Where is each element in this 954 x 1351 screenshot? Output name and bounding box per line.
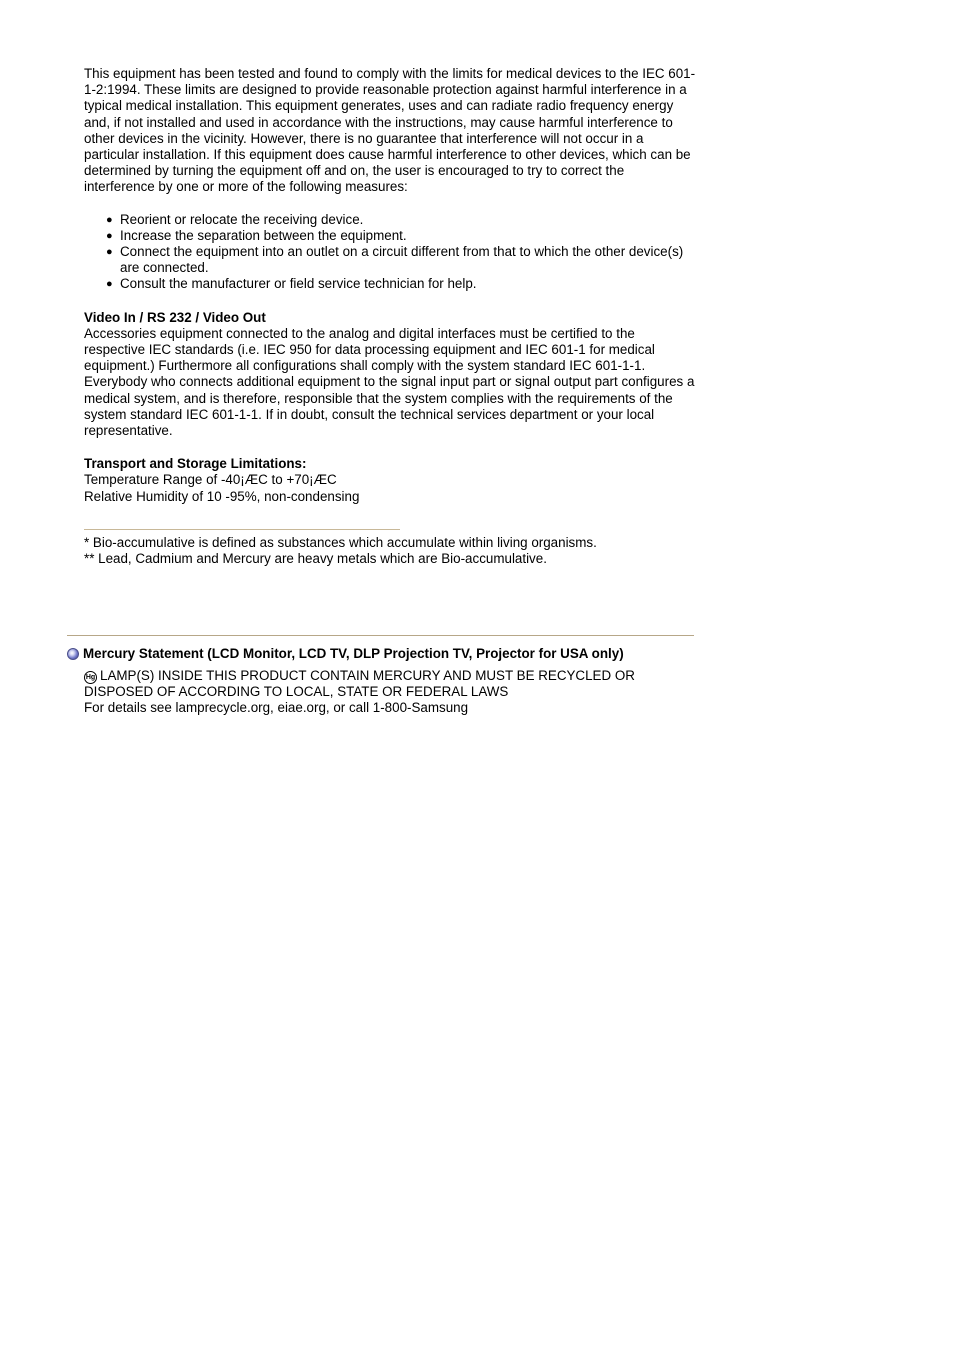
footnotes xyxy=(84,535,696,567)
mercury-warning-text: LAMP(S) INSIDE THIS PRODUCT CONTAIN MERCURY AND MUST BE RECYCLED OR DISPOSED OF ACCORDING TO LOCAL, STATE OR FEDERAL LAWS xyxy=(84,668,635,700)
list-item-text: Reorient or relocate the receiving device. xyxy=(120,211,364,227)
list-item-text: Consult the manufacturer or field service technician for help. xyxy=(120,276,477,292)
disc-bullet-icon: ● xyxy=(106,246,113,259)
measures-list xyxy=(84,212,696,293)
mercury-warning xyxy=(84,668,696,700)
humidity-range: Relative Humidity of 10 -95%, non-condensing xyxy=(84,488,360,504)
hg-mercury-icon: Hg xyxy=(84,671,97,684)
footnote-bio-accumulative: * Bio-accumulative is defined as substances which accumulate within living organisms. xyxy=(84,535,597,550)
footnote-divider xyxy=(84,529,400,530)
footnote-heavy-metals: ** Lead, Cadmium and Mercury are heavy metals which are Bio-accumulative. xyxy=(84,551,547,567)
transport-section-title: Transport and Storage Limitations: xyxy=(84,456,307,472)
mercury-section-header xyxy=(67,646,707,662)
video-section-title: Video In / RS 232 / Video Out xyxy=(84,309,266,325)
disc-bullet-icon: ● xyxy=(106,278,113,291)
list-item xyxy=(106,244,696,276)
blue-ball-bullet-icon xyxy=(67,648,79,660)
temperature-range: Temperature Range of -40¡ÆC to +70¡ÆC xyxy=(84,472,337,488)
list-item xyxy=(106,227,696,244)
mercury-section-title: Mercury Statement (LCD Monitor, LCD TV, DLP Projection TV, Projector for USA only) xyxy=(83,646,624,661)
list-item xyxy=(106,276,696,292)
disc-bullet-icon: ● xyxy=(106,229,113,242)
list-item-text: Connect the equipment into an outlet on a circuit different from that to which the other device(s) are connected. xyxy=(120,244,684,276)
mercury-details: For details see lamprecycle.org, eiae.org, or call 1-800-Samsung xyxy=(84,700,469,716)
intro-paragraph: This equipment has been tested and found to comply with the limits for medical devices to the IEC 601-1-2:1994. These limits are designed to provide reasonable protection against harmful interference in a typical medical installation. This equipment generates, uses and can radiate radio frequency energy and, if not installed and used in accordance with the instructions, may cause harmful interference to other devices in the vicinity. However, there is no guarantee that interference will not occur in a particular installation. If this equipment does cause harmful interference to other devices, which can be determined by turning the equipment off and on, the user is encouraged to try to correct the interference by one or more of the following measures: xyxy=(84,66,696,195)
mercury-section-divider xyxy=(67,635,694,636)
main-content xyxy=(84,66,696,505)
mercury-section-body xyxy=(84,668,696,717)
video-section-body: Accessories equipment connected to the analog and digital interfaces must be certified to the respective IEC standards (i.e. IEC 950 for data processing equipment and IEC 601-1 for medical equipment.) Furthermore all configurations shall comply with the system standard IEC 601-1-1. Everybody who connects additional equipment to the signal input part or signal output part configures a medical system, and is therefore, responsible that the system complies with the requirements of the system standard IEC 601-1-1. If in doubt, consult the technical services department or your local representative. xyxy=(84,325,695,439)
video-section xyxy=(84,310,696,440)
transport-section xyxy=(84,456,696,505)
disc-bullet-icon: ● xyxy=(106,213,113,226)
list-item-text: Increase the separation between the equipment. xyxy=(120,227,407,243)
list-item xyxy=(106,211,696,228)
